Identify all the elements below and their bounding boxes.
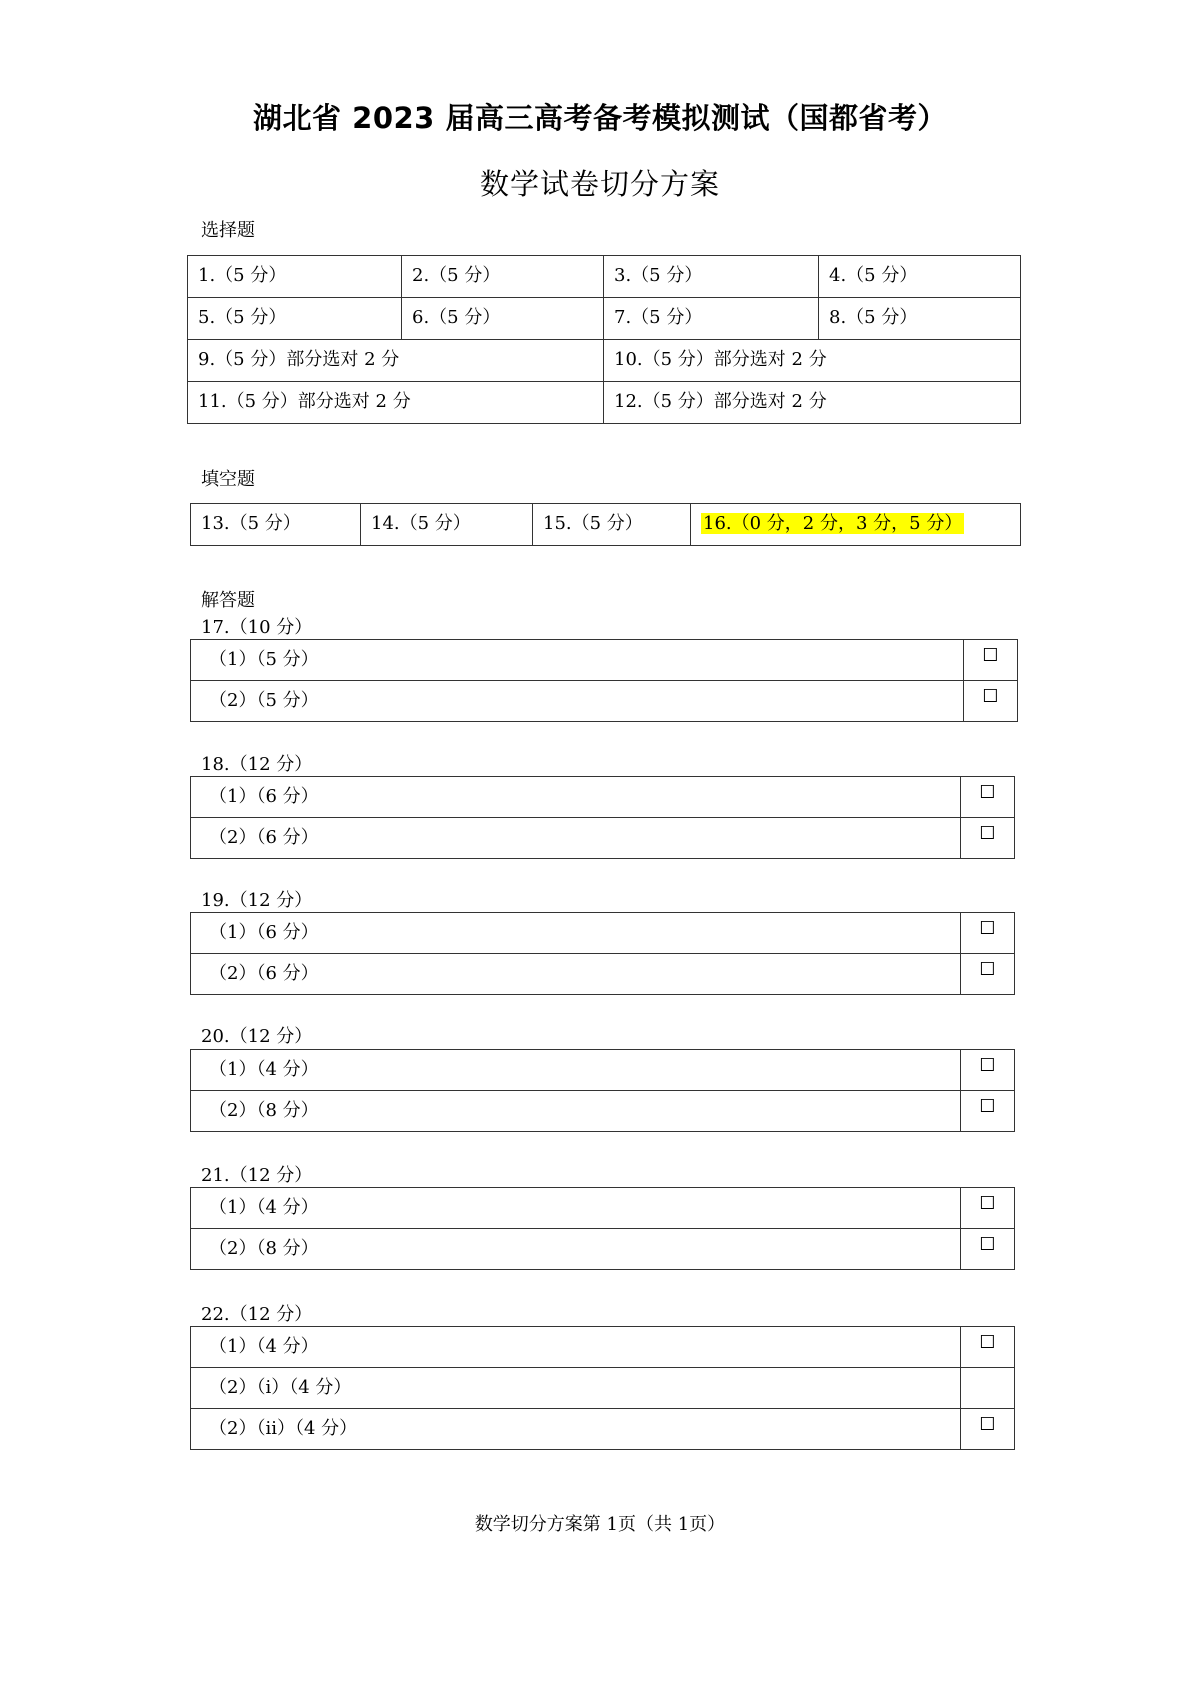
question-table — [190, 776, 1015, 859]
table-row — [191, 913, 1015, 954]
question-title: 20.（12 分） — [201, 1026, 313, 1047]
part-label: （2）（i）（4 分） — [191, 1368, 961, 1409]
page-footer: 数学切分方案第 1页（共 1页） — [474, 1514, 726, 1535]
table-row — [191, 818, 1015, 859]
fill-section-label: 填空题 — [201, 469, 255, 490]
page-title: 湖北省 2023 届高三高考备考模拟测试（国都省考） — [253, 101, 947, 135]
table-cell: 7.（5 分） — [604, 298, 819, 340]
table-cell: 14.（5 分） — [361, 504, 533, 546]
question-title: 19.（12 分） — [201, 890, 313, 911]
part-label: （1）（4 分） — [191, 1327, 961, 1368]
mc-section-label: 选择题 — [201, 220, 255, 241]
table-row — [191, 777, 1015, 818]
table-row — [191, 1327, 1015, 1368]
checkbox-icon[interactable]: ☐ — [964, 640, 1018, 681]
part-label: （1）（5 分） — [191, 640, 964, 681]
question-table — [190, 1049, 1015, 1132]
checkbox-icon[interactable]: ☐ — [961, 818, 1015, 859]
table-row — [188, 382, 1021, 424]
table-row — [191, 640, 1018, 681]
question-title: 18.（12 分） — [201, 754, 313, 775]
table-cell: 6.（5 分） — [402, 298, 604, 340]
table-cell: 10.（5 分）部分选对 2 分 — [604, 340, 1021, 382]
checkbox-icon[interactable]: ☐ — [961, 913, 1015, 954]
part-label: （1）（4 分） — [191, 1188, 961, 1229]
part-label: （2）（ii）（4 分） — [191, 1409, 961, 1450]
table-cell: 11.（5 分）部分选对 2 分 — [188, 382, 604, 424]
table-row — [191, 954, 1015, 995]
table-row — [191, 504, 1021, 546]
table-cell: 4.（5 分） — [819, 256, 1021, 298]
table-row — [191, 1188, 1015, 1229]
part-label: （1）（4 分） — [191, 1050, 961, 1091]
question-table — [190, 639, 1018, 722]
mc-table — [187, 255, 1021, 424]
table-cell: 1.（5 分） — [188, 256, 402, 298]
question-table — [190, 912, 1015, 995]
question-title: 22.（12 分） — [201, 1304, 313, 1325]
table-cell — [691, 504, 1021, 546]
fill-table — [190, 503, 1021, 546]
table-row — [191, 1368, 1015, 1409]
table-cell: 5.（5 分） — [188, 298, 402, 340]
part-label: （2）（8 分） — [191, 1229, 961, 1270]
checkbox-icon[interactable]: ☐ — [961, 954, 1015, 995]
table-cell: 15.（5 分） — [533, 504, 691, 546]
table-row — [191, 1091, 1015, 1132]
table-row — [191, 1229, 1015, 1270]
table-cell: 8.（5 分） — [819, 298, 1021, 340]
checkbox-icon[interactable]: ☐ — [961, 1327, 1015, 1368]
highlighted-text: 16.（0 分，2 分，3 分，5 分） — [703, 513, 963, 534]
checkbox-icon[interactable]: ☐ — [961, 1188, 1015, 1229]
question-title: 21.（12 分） — [201, 1165, 313, 1186]
question-table — [190, 1326, 1015, 1450]
checkbox-icon[interactable]: ☐ — [961, 1050, 1015, 1091]
empty-cell — [961, 1368, 1015, 1409]
answer-section-label: 解答题 — [201, 590, 255, 611]
table-cell: 12.（5 分）部分选对 2 分 — [604, 382, 1021, 424]
table-row — [191, 1409, 1015, 1450]
question-table — [190, 1187, 1015, 1270]
checkbox-icon[interactable]: ☐ — [961, 1409, 1015, 1450]
table-row — [191, 681, 1018, 722]
table-cell: 9.（5 分）部分选对 2 分 — [188, 340, 604, 382]
table-cell: 3.（5 分） — [604, 256, 819, 298]
checkbox-icon[interactable]: ☐ — [961, 777, 1015, 818]
checkbox-icon[interactable]: ☐ — [961, 1091, 1015, 1132]
checkbox-icon[interactable]: ☐ — [961, 1229, 1015, 1270]
checkbox-icon[interactable]: ☐ — [964, 681, 1018, 722]
part-label: （2）（6 分） — [191, 954, 961, 995]
part-label: （2）（8 分） — [191, 1091, 961, 1132]
table-row — [188, 256, 1021, 298]
question-title: 17.（10 分） — [201, 617, 313, 638]
part-label: （2）（6 分） — [191, 818, 961, 859]
table-row — [188, 340, 1021, 382]
table-cell: 13.（5 分） — [191, 504, 361, 546]
page-subtitle: 数学试卷切分方案 — [479, 167, 720, 201]
table-row — [191, 1050, 1015, 1091]
table-cell: 2.（5 分） — [402, 256, 604, 298]
table-row — [188, 298, 1021, 340]
part-label: （2）（5 分） — [191, 681, 964, 722]
part-label: （1）（6 分） — [191, 777, 961, 818]
part-label: （1）（6 分） — [191, 913, 961, 954]
